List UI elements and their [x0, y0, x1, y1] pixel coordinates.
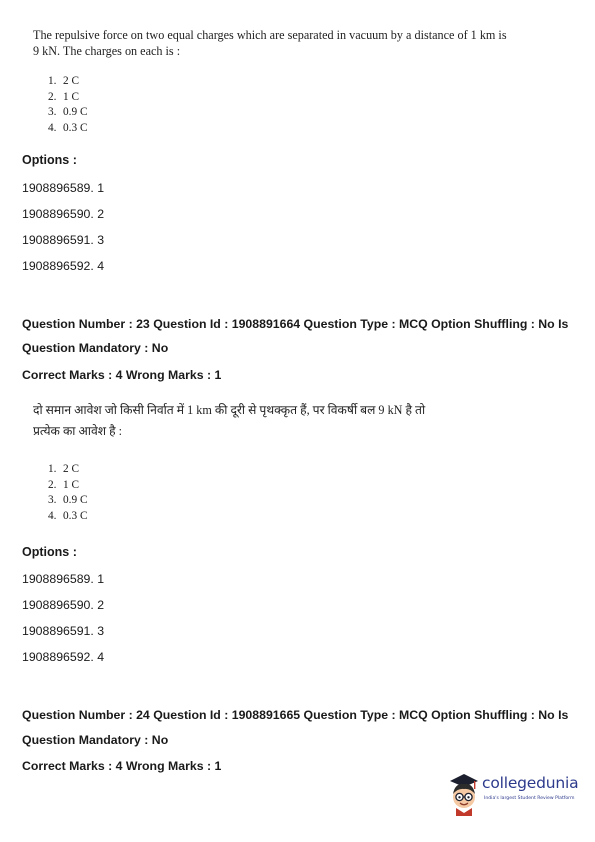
option-item: 1908896589. 1: [22, 181, 105, 195]
question-text: [33, 27, 507, 59]
option-item: 1908896590. 2: [22, 207, 105, 221]
choice-item: 2. 1 C: [48, 90, 80, 103]
choice-item: 3. 0.9 C: [48, 106, 88, 119]
question-line: The repulsive force on two equal charges which are separated in vacuum by a distance of 1 km is: [33, 28, 507, 42]
options-heading: Options :: [22, 153, 77, 167]
answer-choices: [48, 462, 87, 524]
option-item: 1908896591. 3: [22, 624, 105, 638]
question-text-hindi: [33, 400, 425, 442]
collegedunia-logo: [446, 770, 591, 818]
option-item: 1908896589. 1: [22, 572, 105, 586]
question-meta: Question Mandatory : No: [22, 733, 169, 747]
question-meta: Question Number : 24 Question Id : 1908891665 Question Type : MCQ Option Shuffling : No Is: [22, 708, 569, 722]
choice-item: 2. 1 C: [48, 478, 80, 491]
marks-info: Correct Marks : 4 Wrong Marks : 1: [22, 759, 222, 773]
choice-item: 4. 0.3 C: [48, 509, 88, 522]
option-item: 1908896592. 4: [22, 650, 105, 664]
marks-info: Correct Marks : 4 Wrong Marks : 1: [22, 368, 222, 382]
option-item: 1908896592. 4: [22, 259, 105, 273]
choice-item: 1. 2 C: [48, 463, 80, 475]
student-mascot-icon: [446, 770, 482, 816]
option-item: 1908896590. 2: [22, 598, 105, 612]
option-item: 1908896591. 3: [22, 233, 105, 247]
choice-item: 4. 0.3 C: [48, 121, 88, 134]
question-line: 9 kN. The charges on each is :: [33, 44, 181, 58]
question-line: दो समान आवेश जो किसी निर्वात में 1 km की दूरी से पृथक्कृत हैं, पर विकर्षी बल 9 kN है तो: [33, 403, 426, 417]
logo-tagline: India's largest Student Review Platform: [484, 796, 575, 801]
logo-wordmark: collegedunia: [482, 774, 579, 792]
options-heading: Options :: [22, 545, 77, 559]
question-meta: Question Mandatory : No: [22, 341, 169, 355]
choice-item: 3. 0.9 C: [48, 494, 88, 507]
choice-item: 1. 2 C: [48, 75, 80, 87]
question-line: प्रत्येक का आवेश है :: [33, 424, 122, 438]
question-meta: Question Number : 23 Question Id : 1908891664 Question Type : MCQ Option Shuffling : No Is: [22, 317, 569, 331]
answer-choices: [48, 74, 87, 136]
